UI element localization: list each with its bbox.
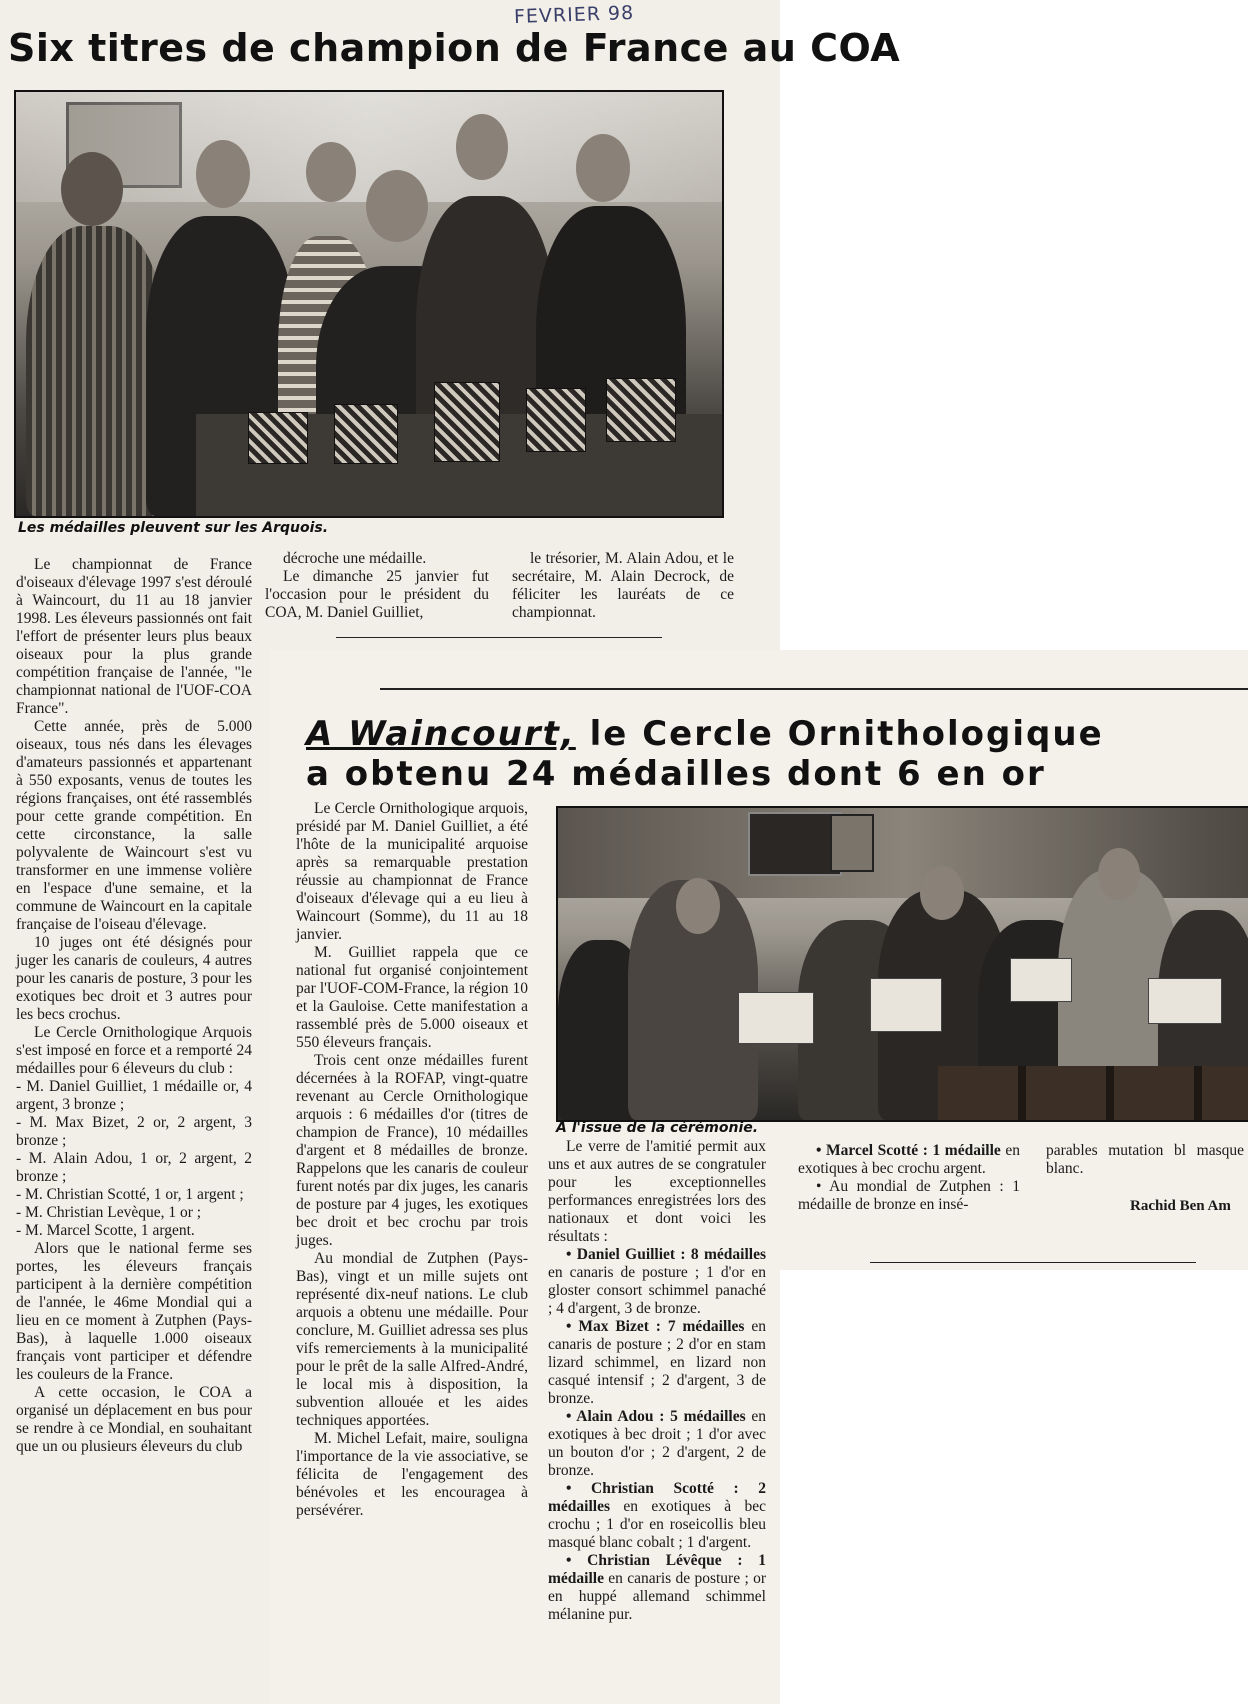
article-2-column-4-text: parables mutation bl masque blanc.: [1046, 1142, 1244, 1177]
paragraph: Au mondial de Zutphen (Pays-Bas), vingt et un mille sujets ont représenté dix-neuf nations. Le club arquois a obtenu une médaille. Pour conclure, M. Guilliet adressa ses plus vifs remerciements à la municipalité pour le prêt de la salle Alfred-André, le local mis à disposition, la subvention allouée et les aides techniques apportées.: [296, 1250, 529, 1429]
certificate: [870, 978, 942, 1032]
paragraph: Le Cercle Ornithologique arquois, présidé par M. Daniel Guilliet, a été l'hôte de la municipalité arquoise après sa remarquable prestation réussie au championnat de France d'oiseaux d'élevage qui a eu lieu à Waincourt (Somme), du 11 au 18 janvier.: [296, 800, 528, 943]
gift-box: [434, 382, 500, 462]
article-2-column-4: [1046, 1142, 1244, 1178]
paragraph: M. Guilliet rappela que ce national fut organisé conjointement par l'UOF-COM-France, la région 10 et la Gauloise. Cette manifestation a rassemblé près de 5.000 oiseaux et 550 éleveurs français.: [296, 944, 528, 1051]
article-1-column-2: [265, 550, 489, 622]
wall-plaque: [748, 812, 842, 876]
paragraph: [548, 1138, 766, 1246]
result-text: en canaris de posture ; 1 d'or en gloster consort schimmel panaché ; 4 d'argent, 3 de bronze.: [548, 1264, 766, 1317]
handwritten-date-note: FEVRIER 98: [513, 1, 635, 29]
result-text: Le verre de l'amitié permit aux uns et aux autres de se congratuler pour les exceptionnelles performances enregistrées lors des nationaux et dont voici les résultats :: [548, 1138, 766, 1245]
article-2-column-1: [296, 800, 528, 1520]
result-heading: • Christian Scotté : 2 médailles: [548, 1480, 766, 1515]
wooden-chairs: [938, 1066, 1248, 1120]
attendee-head: [920, 866, 964, 920]
paragraph: M. Michel Lefait, maire, souligna l'importance de la vie associative, se félicita de l'engagement des bénévoles et les encouragea à persévérer.: [296, 1430, 528, 1519]
result-heading: • Christian Lévêque : 1 médaille: [548, 1552, 766, 1587]
paragraph: [548, 1552, 766, 1624]
paragraph: - M. Daniel Guilliet, 1 médaille or, 4 argent, 3 bronze ;: [16, 1078, 252, 1113]
gift-box: [606, 378, 676, 442]
paragraph: décroche une médaille.: [283, 550, 427, 567]
article-2-photo: [556, 806, 1248, 1122]
paragraph: A cette occasion, le COA a organisé un déplacement en bus pour se rendre à ce Mondial, en souhaitant que un ou plusieurs éleveurs du club: [16, 1384, 252, 1455]
paragraph: Alors que le national ferme ses portes, les éleveurs français participent à la dernière compétition de l'année, le 46me Mondial qui a lieu en ce moment à Zutphen (Pays-Bas), à laquelle 1.000 oiseaux français vont participer et défendre les couleurs de la France.: [16, 1240, 252, 1383]
result-text: en exotiques à bec droit ; 1 d'or avec un bouton d'or ; 2 d'argent, 2 de bronze.: [548, 1408, 766, 1479]
person-6-head: [576, 134, 630, 202]
result-text: en exotiques à bec crochu argent.: [798, 1142, 1020, 1177]
gift-box: [334, 404, 398, 464]
paragraph: [548, 1408, 766, 1480]
person-5-head: [456, 114, 508, 180]
article-2-headline-place: A Waincourt,: [306, 714, 576, 754]
certificate: [738, 992, 814, 1044]
certificate: [1148, 978, 1222, 1024]
paragraph: [548, 1318, 766, 1408]
paragraph: Le Cercle Ornithologique Arquois s'est imposé en force et a remporté 24 médailles pour 6 éleveurs du club :: [16, 1024, 252, 1077]
paragraph: [548, 1246, 766, 1318]
wall-portrait: [830, 814, 874, 872]
paragraph: [548, 1480, 766, 1552]
person-3-head: [306, 142, 356, 202]
result-heading: • Alain Adou : 5 médailles: [566, 1408, 746, 1425]
article-2-column-2: [548, 1138, 766, 1624]
article-1-photo-caption: Les médailles pleuvent sur les Arquois.: [18, 520, 329, 536]
result-heading: • Marcel Scotté : 1 médaille: [816, 1142, 1001, 1159]
result-text: en canaris de posture ; or en huppé allemand schimmel mélanine pur.: [548, 1570, 766, 1623]
certificate: [1010, 958, 1072, 1002]
article-1-column-3: [512, 550, 734, 622]
result-text: en canaris de posture ; 2 d'or en stam lizard schimmel, en lizard non casqué intensif ; 2 d'argent, 3 de bronze.: [548, 1318, 766, 1407]
paragraph: - M. Max Bizet, 2 or, 2 argent, 3 bronze ;: [16, 1114, 252, 1149]
paragraph: Le championnat de France d'oiseaux d'élevage 1997 s'est déroulé à Waincourt, du 11 au 18 janvier 1998. Les éleveurs passionnés ont fait l'effort de présenter leurs plus beaux oiseaux pour la plus grande compétition française de l'année, "le championnat national de l'UOF-COA France".: [16, 556, 252, 717]
article-2-photo-caption: A l'issue de la cérémonie.: [556, 1120, 759, 1136]
paper-background: [780, 1270, 1248, 1704]
attendee-head: [1098, 848, 1140, 900]
article-2-top-rule: [380, 688, 1248, 690]
article-1-photo: [14, 90, 724, 518]
paragraph: Le dimanche 25 janvier fut l'occasion pour le président du COA, M. Daniel Guilliet,: [265, 568, 489, 621]
paragraph: - M. Marcel Scotte, 1 argent.: [16, 1222, 195, 1239]
person-1: [26, 226, 166, 516]
paragraph: le trésorier, M. Alain Adou, et le secrétaire, M. Alain Decrock, de féliciter les lauréats de ce championnat.: [512, 550, 734, 621]
article-1-end-rule: [336, 637, 662, 638]
person-1-head: [61, 152, 123, 226]
paragraph: - M. Christian Levèque, 1 or ;: [16, 1204, 202, 1221]
result-text: en exotiques à bec crochu ; 1 d'or en roseicollis bleu masqué blanc cobalt ; 1 d'argent.: [548, 1498, 766, 1551]
result-text: • Au mondial de Zutphen : 1 médaille de bronze en insé-: [798, 1178, 1020, 1213]
article-2-headline: [306, 714, 1104, 794]
article-2-signature: Rachid Ben Am: [1130, 1198, 1231, 1214]
article-1-headline: Six titres de champion de France au COA: [8, 26, 901, 70]
attendee-head: [676, 878, 720, 934]
gift-box: [526, 388, 586, 452]
paragraph: [798, 1142, 1020, 1178]
gift-box: [248, 412, 308, 464]
article-1-column-1: [16, 556, 252, 1456]
result-heading: • Max Bizet : 7 médailles: [566, 1318, 745, 1335]
paragraph: 10 juges ont été désignés pour juger les canaris de couleurs, 4 autres pour les canaris de posture, 3 pour les exotiques bec droit et 3 autres pour les becs crochus.: [16, 934, 252, 1023]
person-4-head: [366, 170, 428, 242]
paragraph: - M. Christian Scotté, 1 or, 1 argent ;: [16, 1186, 244, 1203]
article-2-column-3: [798, 1142, 1020, 1214]
article-2-headline-part2: a obtenu 24 médailles dont 6 en or: [306, 754, 1046, 794]
paragraph: Trois cent onze médailles furent décernées à la ROFAP, vingt-quatre revenant au Cercle Ornithologique arquois : 6 médailles d'or (titres de champion de France), 10 médailles d'argent et 8 médailles de bronze. Rappelons que les canaris de couleur furent notés par dix juges, les canaris de posture par 4 juges, les exotiques bec droit et bec crochu par trois juges.: [296, 1052, 528, 1249]
article-2-headline-part1: le Cercle Ornithologique: [575, 714, 1104, 754]
paragraph: [798, 1178, 1020, 1214]
article-2-end-rule: [870, 1262, 1196, 1263]
result-heading: • Daniel Guilliet : 8 médailles: [566, 1246, 766, 1263]
paragraph: - M. Alain Adou, 1 or, 2 argent, 2 bronze ;: [16, 1150, 252, 1185]
person-2-head: [196, 140, 250, 208]
paragraph: Cette année, près de 5.000 oiseaux, tous nés dans les élevages d'amateurs passionnés et appartenant à 550 exposants, venus de toutes les régions françaises, ont été rassemblés pour cette grande compétition. En cette circonstance, la salle polyvalente de Waincourt s'est vu transformer en une immense volière en l'espace d'une semaine, et la commune de Waincourt en la capitale française de l'oiseau d'élevage.: [16, 718, 252, 933]
